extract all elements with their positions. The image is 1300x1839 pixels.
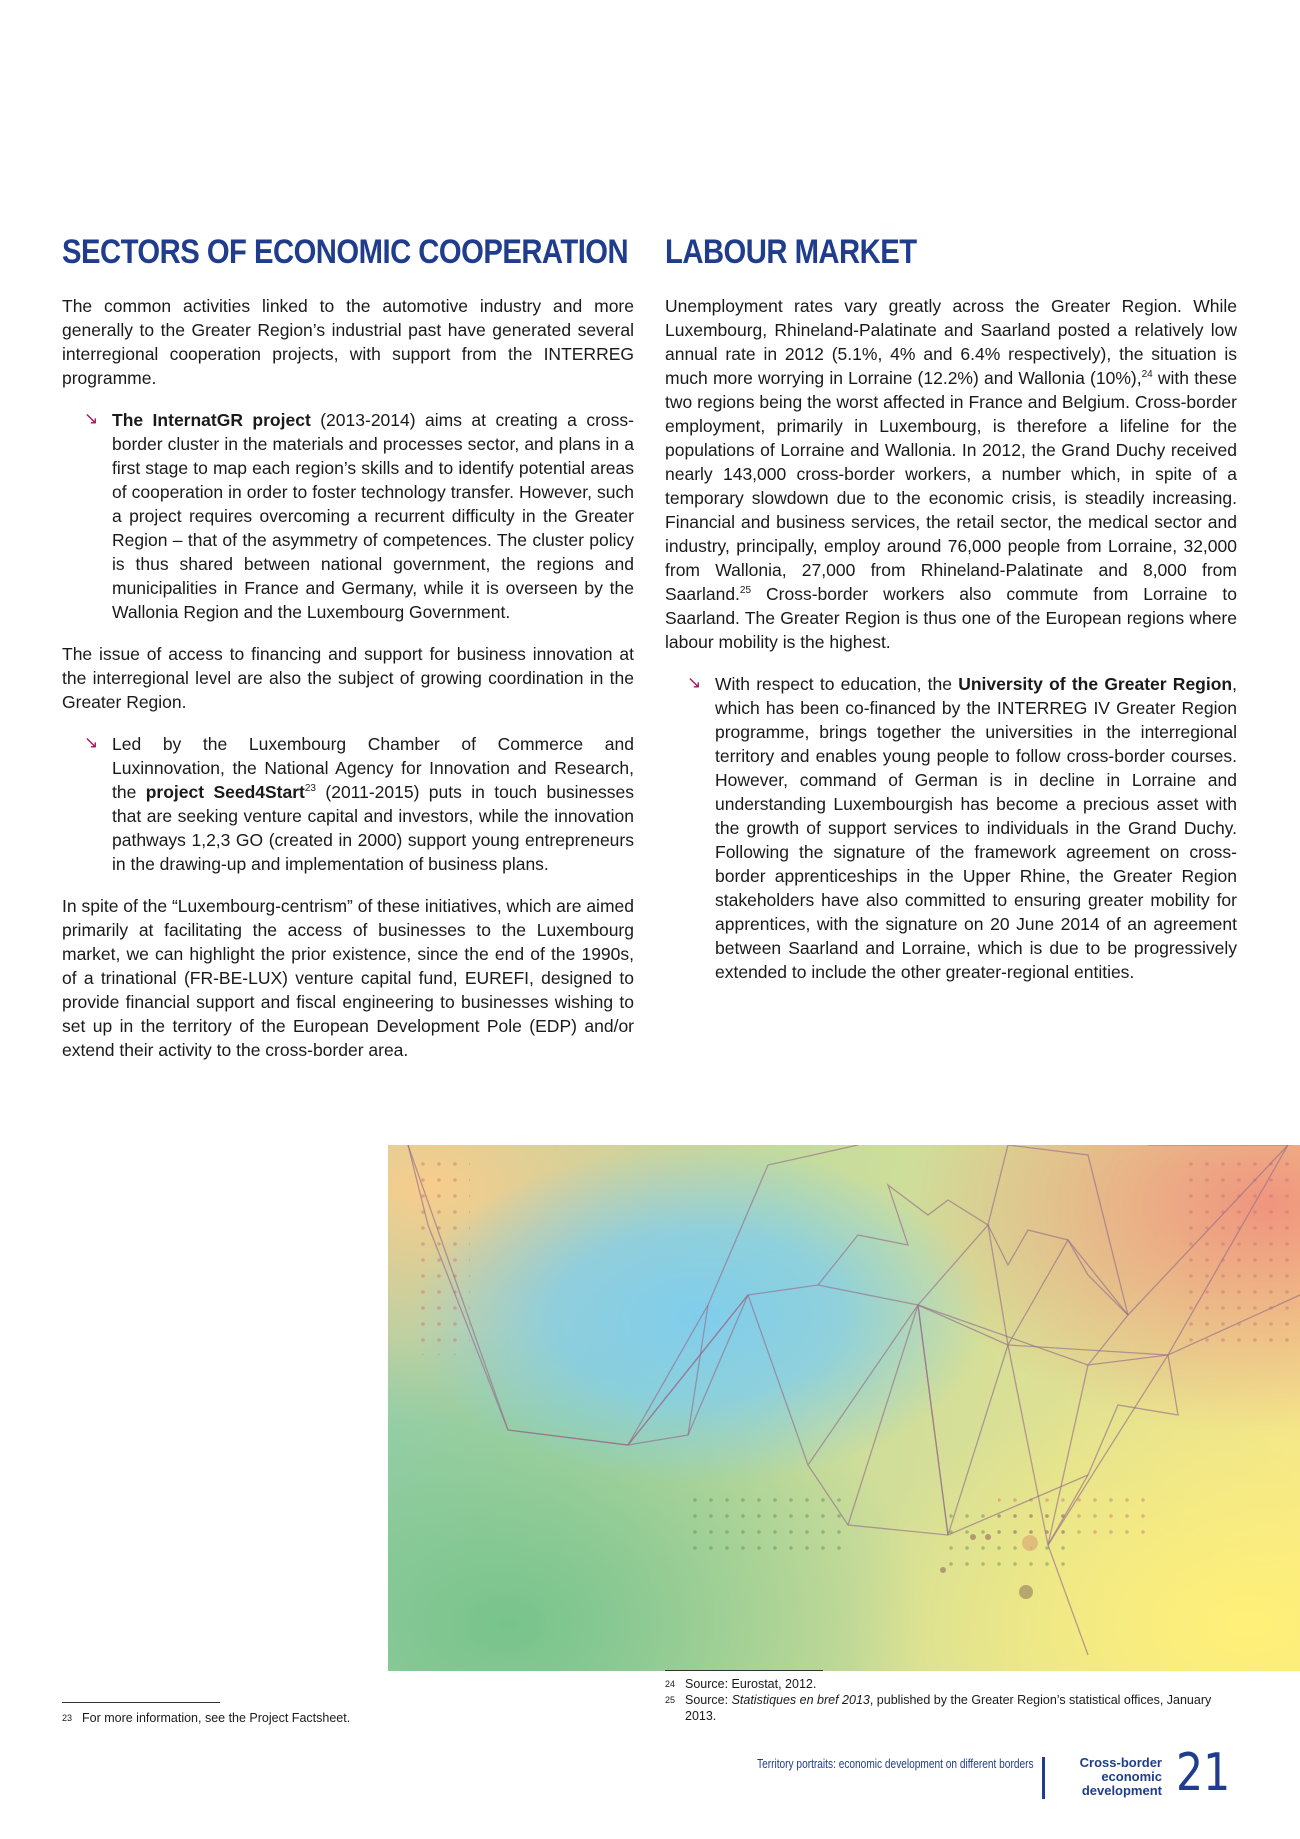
footnote-number: 25	[665, 1695, 676, 1705]
publication-title: Statistiques en bref 2013	[731, 1693, 870, 1707]
decorative-network-map-illustration	[388, 1145, 1300, 1671]
bullet-body: Led by the Luxembourg Chamber of Commerce and Luxinnovation, the National Agency for Innovation and Research, the	[112, 734, 634, 802]
footer-section-label	[1060, 1756, 1162, 1798]
bullet-body: (2013-2014) aims at creating a cross-border cluster in the materials and processes sector, and plans in a first stage to map each region’s skills and to identify potential areas of cooperation in order to foster technology transfer. However, such a project requires overcoming a recurrent difficulty in the Greater Region – that of the asymmetry of competences. The cluster policy is thus shared between national government, the regions and municipalities in France and Germany, while it is overseen by the Wallonia Region and the Luxembourg Government.	[112, 410, 634, 622]
footnote-24	[665, 1676, 1225, 1692]
footnote-25	[665, 1692, 1245, 1724]
footnote-number: 24	[665, 1679, 676, 1689]
paragraph-text: Cross-border workers also commute from Lorraine to Saarland. The Greater Region is thus one of the European regions where labour mobility is the highest.	[665, 584, 1237, 652]
bullet-body: With respect to education, the	[715, 674, 959, 694]
footer-label-line: Cross-border	[1079, 1755, 1162, 1770]
section-heading-labour-market: LABOUR MARKET	[665, 233, 917, 271]
section-heading-economic-cooperation: SECTORS OF ECONOMIC COOPERATION	[62, 233, 629, 271]
right-column	[665, 232, 1237, 1002]
arrow-down-right-icon: ↘	[84, 733, 99, 752]
bullet-text	[715, 672, 1237, 984]
paragraph-text: Unemployment rates vary greatly across the Greater Region. While Luxembourg, Rhineland-Palatinate and Saarland posted a relatively low annual rate in 2012 (5.1%, 4% and 6.4% respectively), the situation is much more worrying in Lorraine (12.2%) and Wallonia (10%),	[665, 296, 1237, 388]
footer-tagline: Territory portraits: economic development on different borders	[757, 1756, 1034, 1771]
footnote-rule-right	[665, 1670, 823, 1671]
bullet-text	[112, 732, 634, 876]
bullet-text	[112, 408, 634, 624]
paragraph: The issue of access to financing and support for business innovation at the interregional level are also the subject of growing coordination in the Greater Region.	[62, 644, 634, 712]
bullet-item-university	[665, 672, 1237, 984]
bullet-body: (2011-2015) puts in touch businesses that are seeking venture capital and investors, while the innovation pathways 1,2,3 GO (created in 2000) support young entrepreneurs in the drawing-up and implementation of business plans.	[112, 782, 634, 874]
arrow-down-right-icon: ↘	[687, 673, 702, 692]
project-name: The InternatGR project	[112, 410, 311, 430]
page-number: 21	[1176, 1743, 1231, 1803]
footnote-23	[62, 1710, 622, 1726]
footnote-text: Source: Eurostat, 2012.	[685, 1677, 817, 1691]
bullet-item-seed4start	[62, 732, 634, 876]
institution-name: University of the Greater Region	[958, 674, 1233, 694]
footer-label-line: economic	[1101, 1769, 1162, 1784]
network-lines-graphic	[388, 1145, 1300, 1671]
footer-label-line: development	[1081, 1783, 1162, 1798]
footnote-text: For more information, see the Project Factsheet.	[82, 1711, 351, 1725]
footnote-text: Source:	[685, 1693, 732, 1707]
footnote-rule-left	[62, 1702, 220, 1703]
footnote-ref-24[interactable]: 24	[1141, 369, 1153, 381]
paragraph-text: with these two regions being the worst affected in France and Belgium. Cross-border employment, primarily in Luxembourg, is therefore a lifeline for the populations of Lorraine and Wallonia. In 2012, the Grand Duchy received nearly 143,000 cross-border workers, a number which, in spite of a temporary slowdown due to the economic crisis, is steadily increasing. Financial and business services, the retail sector, the medical sector and industry, principally, employ around 76,000 people from Lorraine, 32,000 from Wallonia, 27,000 from Rhineland-Palatinate and 8,000 from Saarland.	[665, 368, 1238, 604]
footnote-text: , published by the Greater Region’s statistical offices, January 2013.	[685, 1693, 1212, 1723]
footnote-ref-25[interactable]: 25	[739, 585, 752, 597]
paragraph: The common activities linked to the automotive industry and more generally to the Greater Region’s industrial past have generated several interregional cooperation projects, with support from the INTERREG programme.	[62, 296, 634, 388]
footnote-ref-23[interactable]: 23	[304, 783, 316, 795]
bullet-body: , which has been co-financed by the INTERREG IV Greater Region programme, brings together the universities in the interregional territory and enables young people to follow cross-border courses. However, command of German is in decline in Lorraine and understanding Luxembourgish has become a precious asset with the growth of support services to individuals in the Grand Duchy. Following the signature of the framework agreement on cross-border apprenticeships in the Upper Rhine, the Greater Region stakeholders have also committed to ensuring greater mobility for apprentices, with the signature on 20 June 2014 of an agreement between Saarland and Lorraine, which is due to be progressively extended to include the other greater-regional entities.	[715, 674, 1237, 982]
project-name: project Seed4Start	[145, 782, 305, 802]
paragraph	[665, 294, 1237, 654]
arrow-down-right-icon: ↘	[84, 409, 99, 428]
footnote-number: 23	[62, 1713, 73, 1723]
bullet-item-internatgr	[62, 408, 634, 624]
paragraph: In spite of the “Luxembourg-centrism” of these initiatives, which are aimed primarily at facilitating the access of businesses to the Luxembourg market, we can highlight the prior existence, since the end of the 1990s, of a trinational (FR-BE-LUX) venture capital fund, EUREFI, designed to provide financial support and fiscal engineering to businesses wishing to set up in the territory of the European Development Pole (EDP) and/or extend their activity to the cross-border area.	[62, 896, 634, 1060]
left-column	[62, 232, 634, 1080]
footer-divider	[1042, 1757, 1045, 1799]
